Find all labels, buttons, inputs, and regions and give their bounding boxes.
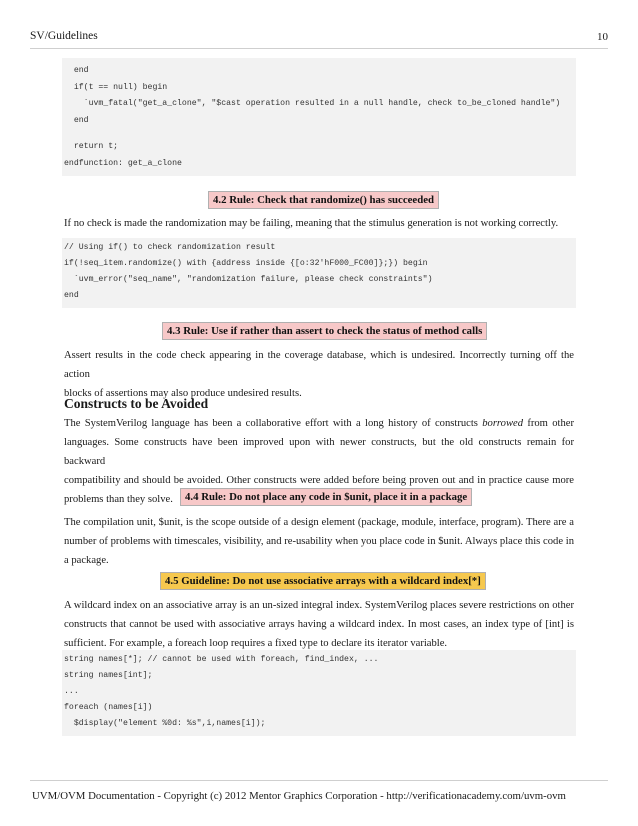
code-line: `uvm_error("seq_name", "randomization failure, please check constraints") [64, 275, 433, 284]
paragraph-line: number of problems with timescales, visibility, and re-usability when you place code in $unit. Always place this code in [64, 536, 574, 547]
code-line: if(!seq_item.randomize() with {address inside {[o:32'hF000_FC00]};}) begin [64, 259, 428, 268]
paragraph-line: languages. Some constructs have been improved upon with newer constructs, but the old constructs remain for backward [64, 437, 574, 467]
code-line: if(t == null) begin [64, 83, 168, 92]
page-header [30, 30, 608, 46]
paragraph-line [64, 414, 574, 433]
paragraph-line: The compilation unit, $unit, is the scope outside of a design element (package, module, interface, program). There are a [64, 517, 574, 528]
code-line: end [64, 66, 89, 75]
paragraph-line: blocks of assertions may also produce undesired results. [64, 388, 302, 399]
code-block-assoc-array [62, 650, 576, 736]
paragraph-wildcard [64, 596, 574, 653]
rule-4-2-heading: 4.2 Rule: Check that randomize() has succeeded [208, 191, 439, 209]
guideline-4-5-heading: 4.5 Guideline: Do not use associative arrays with a wildcard index[*] [160, 572, 486, 590]
header-title: SV/Guidelines [30, 30, 98, 42]
page-number: 10 [597, 31, 608, 43]
code-line: // Using if() to check randomization result [64, 243, 276, 252]
paragraph-line: Assert results in the code check appearing in the coverage database, which is undesired. Incorrectly turning off the action [64, 350, 574, 380]
paragraph-line: A wildcard index on an associative array is an un-sized integral index. SystemVerilog places severe restrictions on other [64, 600, 574, 611]
paragraph-line: If no check is made the randomization may be failing, meaning that the stimulus generation is not working correctly. [64, 218, 559, 229]
code-line: $display("element %0d: %s",i,names[i]); [64, 719, 266, 728]
footer-divider [30, 780, 608, 781]
code-line: end [64, 116, 89, 125]
text-run: The SystemVerilog language has been a collaborative effort with a long history of constructs [64, 418, 478, 429]
code-line: string names[*]; // cannot be used with foreach, find_index, ... [64, 655, 379, 664]
code-line: foreach (names[i]) [64, 703, 153, 712]
text-run: from other [527, 418, 574, 429]
paragraph-randomize-check [64, 214, 574, 233]
paragraph-assert [64, 346, 574, 403]
code-line: ... [64, 687, 79, 696]
code-block-clone [62, 58, 576, 176]
paragraph-line: constructs that cannot be used with associative arrays having a wildcard index. In most cases, an index type of [int] is [64, 619, 574, 630]
paragraph-line: sufficient. For example, a foreach loop requires a fixed type to declare its iterator variable. [64, 638, 448, 649]
paragraph-unit [64, 513, 574, 570]
code-line: `uvm_fatal("get_a_clone", "$cast operation resulted in a null handle, check to_be_cloned handle") [64, 99, 561, 108]
code-line: end [64, 291, 79, 300]
code-block-randomize [62, 238, 576, 308]
paragraph-line: a package. [64, 555, 109, 566]
code-line: return t; [64, 142, 119, 151]
emphasized-word: borrowed [482, 418, 524, 429]
paragraph-line: problems than they solve. [64, 494, 173, 505]
code-line: string names[int]; [64, 671, 153, 680]
page-footer: UVM/OVM Documentation - Copyright (c) 2012 Mentor Graphics Corporation - http://verificationacademy.com/uvm-ovm [32, 790, 566, 802]
section-heading: Constructs to be Avoided [64, 396, 209, 411]
rule-4-3-heading: 4.3 Rule: Use if rather than assert to check the status of method calls [162, 322, 487, 340]
paragraph-line: compatibility and should be avoided. Other constructs were added before being proven out and in practice cause more [64, 475, 574, 486]
rule-4-4-heading: 4.4 Rule: Do not place any code in $unit, place it in a package [180, 488, 472, 506]
header-divider [30, 48, 608, 49]
code-line: endfunction: get_a_clone [64, 159, 182, 168]
